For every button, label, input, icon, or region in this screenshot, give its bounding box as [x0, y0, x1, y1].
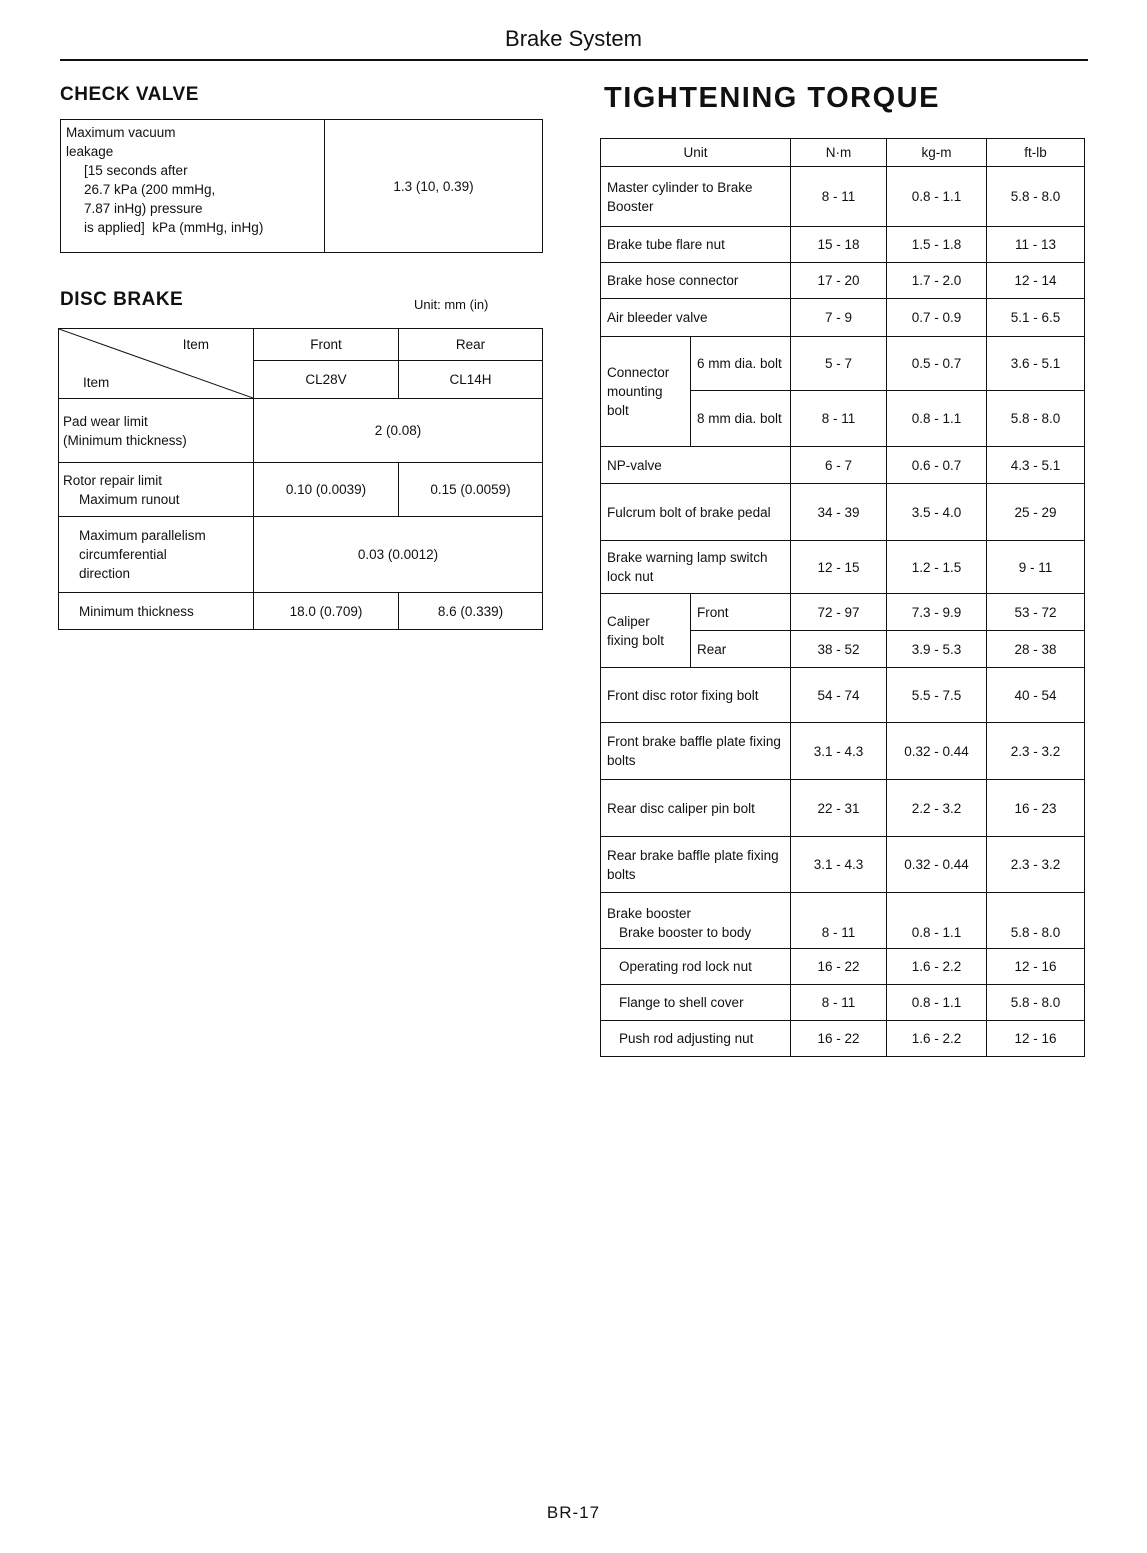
torque-row-label: Fulcrum bolt of brake pedal: [601, 484, 791, 541]
parallelism-value: 0.03 (0.0012): [254, 517, 543, 593]
caliper-position: Rear: [691, 631, 791, 668]
torque-row-label: Brake hose connector: [601, 263, 791, 299]
min-thickness-row: [59, 593, 543, 630]
torque-row: [601, 263, 1085, 299]
corner-item-bottom: Item: [83, 375, 110, 390]
check-valve-line: is applied] kPa (mmHg, inHg): [84, 220, 264, 235]
torque-kgm: 0.8 - 1.1: [887, 985, 987, 1021]
pad-wear-label-line: Pad wear limit: [63, 413, 148, 429]
rotor-label-line: Maximum runout: [79, 491, 180, 507]
min-thickness-rear: 8.6 (0.339): [399, 593, 543, 630]
booster-sub-label: Push rod adjusting nut: [601, 1021, 791, 1057]
torque-row: [601, 447, 1085, 484]
check-valve-label-cell: [61, 120, 325, 253]
torque-row-label: Brake tube flare nut: [601, 227, 791, 263]
torque-nm: 8 - 11: [791, 167, 887, 227]
torque-ftlb: 5.8 - 8.0: [987, 167, 1085, 227]
min-thickness-front: 18.0 (0.709): [254, 593, 399, 630]
tightening-torque-table: [600, 138, 1085, 1057]
min-thickness-label: Minimum thickness: [59, 593, 254, 630]
torque-row-connector-6mm: [601, 337, 1085, 391]
torque-row: [601, 299, 1085, 337]
check-valve-row: [61, 120, 543, 253]
torque-header-nm: N·m: [791, 139, 887, 167]
torque-row: [601, 837, 1085, 893]
torque-kgm: 0.7 - 0.9: [887, 299, 987, 337]
pad-wear-row: [59, 399, 543, 463]
torque-row: [601, 668, 1085, 723]
pad-wear-label-line: (Minimum thickness): [63, 432, 187, 448]
rotor-runout-row: [59, 463, 543, 517]
col-header-front: Front: [254, 329, 399, 361]
torque-kgm: 7.3 - 9.9: [887, 594, 987, 631]
connector-size: 6 mm dia. bolt: [691, 337, 791, 391]
torque-row-label: Rear disc caliper pin bolt: [601, 780, 791, 837]
torque-kgm: 1.5 - 1.8: [887, 227, 987, 263]
connector-size: 8 mm dia. bolt: [691, 391, 791, 447]
disc-brake-unit: Unit: mm (in): [414, 297, 489, 312]
connector-mounting-label: Connector mounting bolt: [601, 337, 691, 447]
torque-row-label: Brake warning lamp switch lock nut: [601, 541, 791, 594]
page-header-title: Brake System: [505, 26, 642, 51]
torque-ftlb: 11 - 13: [987, 227, 1085, 263]
torque-nm: 8 - 11: [791, 985, 887, 1021]
parallelism-label: [59, 517, 254, 593]
brake-booster-heading: Brake booster: [607, 906, 692, 921]
torque-row: [601, 167, 1085, 227]
torque-nm: 7 - 9: [791, 299, 887, 337]
torque-kgm: 3.5 - 4.0: [887, 484, 987, 541]
caliper-position: Front: [691, 594, 791, 631]
torque-nm: 8 - 11: [791, 893, 887, 949]
torque-row: [601, 723, 1085, 780]
check-valve-line: leakage: [66, 144, 114, 159]
torque-kgm: 0.32 - 0.44: [887, 837, 987, 893]
torque-ftlb: 3.6 - 5.1: [987, 337, 1085, 391]
torque-row-caliper-front: [601, 594, 1085, 631]
torque-ftlb: 5.1 - 6.5: [987, 299, 1085, 337]
check-valve-value: 1.3 (10, 0.39): [325, 120, 543, 253]
torque-kgm: 0.6 - 0.7: [887, 447, 987, 484]
torque-kgm: 0.8 - 1.1: [887, 391, 987, 447]
torque-header-row: [601, 139, 1085, 167]
torque-nm: 54 - 74: [791, 668, 887, 723]
torque-kgm: 1.6 - 2.2: [887, 949, 987, 985]
torque-nm: 16 - 22: [791, 949, 887, 985]
caliper-fixing-label: Caliper fixing bolt: [601, 594, 691, 668]
corner-item-top: Item: [182, 337, 209, 352]
torque-nm: 34 - 39: [791, 484, 887, 541]
torque-kgm: 0.8 - 1.1: [887, 893, 987, 949]
disc-brake-corner-cell: [59, 329, 254, 399]
disc-brake-table: [58, 328, 543, 630]
torque-row-booster: [601, 949, 1085, 985]
torque-row-label: Front disc rotor fixing bolt: [601, 668, 791, 723]
torque-ftlb: 12 - 16: [987, 1021, 1085, 1057]
torque-ftlb: 12 - 16: [987, 949, 1085, 985]
check-valve-table: [60, 119, 543, 253]
torque-ftlb: 53 - 72: [987, 594, 1085, 631]
model-front: CL28V: [254, 361, 399, 399]
torque-ftlb: 16 - 23: [987, 780, 1085, 837]
torque-kgm: 1.6 - 2.2: [887, 1021, 987, 1057]
torque-nm: 15 - 18: [791, 227, 887, 263]
torque-row-label: Rear brake baffle plate fixing bolts: [601, 837, 791, 893]
torque-kgm: 0.8 - 1.1: [887, 167, 987, 227]
runout-rear: 0.15 (0.0059): [399, 463, 543, 517]
torque-row-booster: [601, 1021, 1085, 1057]
torque-nm: 5 - 7: [791, 337, 887, 391]
brake-booster-label: [601, 893, 791, 949]
torque-row: [601, 227, 1085, 263]
torque-ftlb: 40 - 54: [987, 668, 1085, 723]
torque-nm: 16 - 22: [791, 1021, 887, 1057]
torque-kgm: 5.5 - 7.5: [887, 668, 987, 723]
torque-kgm: 3.9 - 5.3: [887, 631, 987, 668]
torque-nm: 3.1 - 4.3: [791, 723, 887, 780]
torque-ftlb: 5.8 - 8.0: [987, 391, 1085, 447]
torque-kgm: 1.7 - 2.0: [887, 263, 987, 299]
torque-ftlb: 9 - 11: [987, 541, 1085, 594]
page-number: BR-17: [546, 1503, 601, 1522]
torque-nm: 8 - 11: [791, 391, 887, 447]
tightening-torque-title: TIGHTENING TORQUE: [604, 82, 940, 114]
parallelism-line: circumferential: [79, 547, 167, 562]
torque-row: [601, 484, 1085, 541]
torque-nm: 3.1 - 4.3: [791, 837, 887, 893]
torque-ftlb: 4.3 - 5.1: [987, 447, 1085, 484]
torque-row-label: NP-valve: [601, 447, 791, 484]
check-valve-title: CHECK VALVE: [60, 84, 199, 105]
torque-ftlb: 25 - 29: [987, 484, 1085, 541]
rotor-repair-label: [59, 463, 254, 517]
torque-header-unit: Unit: [601, 139, 791, 167]
torque-ftlb: 5.8 - 8.0: [987, 985, 1085, 1021]
check-valve-line: 7.87 inHg) pressure: [84, 201, 203, 216]
torque-kgm: 0.32 - 0.44: [887, 723, 987, 780]
parallelism-line: direction: [79, 566, 131, 581]
runout-front: 0.10 (0.0039): [254, 463, 399, 517]
torque-header-kgm: kg-m: [887, 139, 987, 167]
torque-row-booster: [601, 985, 1085, 1021]
torque-nm: 38 - 52: [791, 631, 887, 668]
torque-nm: 6 - 7: [791, 447, 887, 484]
torque-nm: 12 - 15: [791, 541, 887, 594]
torque-row-booster-body: [601, 893, 1085, 949]
torque-nm: 22 - 31: [791, 780, 887, 837]
torque-nm: 72 - 97: [791, 594, 887, 631]
header-rule: [60, 59, 1088, 61]
torque-kgm: 0.5 - 0.7: [887, 337, 987, 391]
pad-wear-value: 2 (0.08): [254, 399, 543, 463]
torque-header-ftlb: ft-lb: [987, 139, 1085, 167]
torque-row-label: Master cylinder to Brake Booster: [601, 167, 791, 227]
torque-nm: 17 - 20: [791, 263, 887, 299]
torque-kgm: 1.2 - 1.5: [887, 541, 987, 594]
torque-row: [601, 780, 1085, 837]
torque-row-label: Air bleeder valve: [601, 299, 791, 337]
parallelism-line: Maximum parallelism: [79, 528, 206, 543]
torque-ftlb: 2.3 - 3.2: [987, 837, 1085, 893]
booster-sub-label: Operating rod lock nut: [601, 949, 791, 985]
torque-row-label: Front brake baffle plate fixing bolts: [601, 723, 791, 780]
booster-sub-label: Flange to shell cover: [601, 985, 791, 1021]
torque-ftlb: 12 - 14: [987, 263, 1085, 299]
booster-sub-label: Brake booster to body: [619, 925, 752, 940]
parallelism-row: [59, 517, 543, 593]
check-valve-line: [15 seconds after: [84, 163, 188, 178]
disc-brake-title: DISC BRAKE: [60, 289, 184, 310]
col-header-rear: Rear: [399, 329, 543, 361]
model-rear: CL14H: [399, 361, 543, 399]
torque-ftlb: 2.3 - 3.2: [987, 723, 1085, 780]
torque-ftlb: 5.8 - 8.0: [987, 893, 1085, 949]
check-valve-line: Maximum vacuum: [66, 125, 176, 140]
pad-wear-label: [59, 399, 254, 463]
torque-ftlb: 28 - 38: [987, 631, 1085, 668]
rotor-label-line: Rotor repair limit: [63, 472, 163, 488]
check-valve-line: 26.7 kPa (200 mmHg,: [84, 182, 216, 197]
torque-kgm: 2.2 - 3.2: [887, 780, 987, 837]
torque-row: [601, 541, 1085, 594]
